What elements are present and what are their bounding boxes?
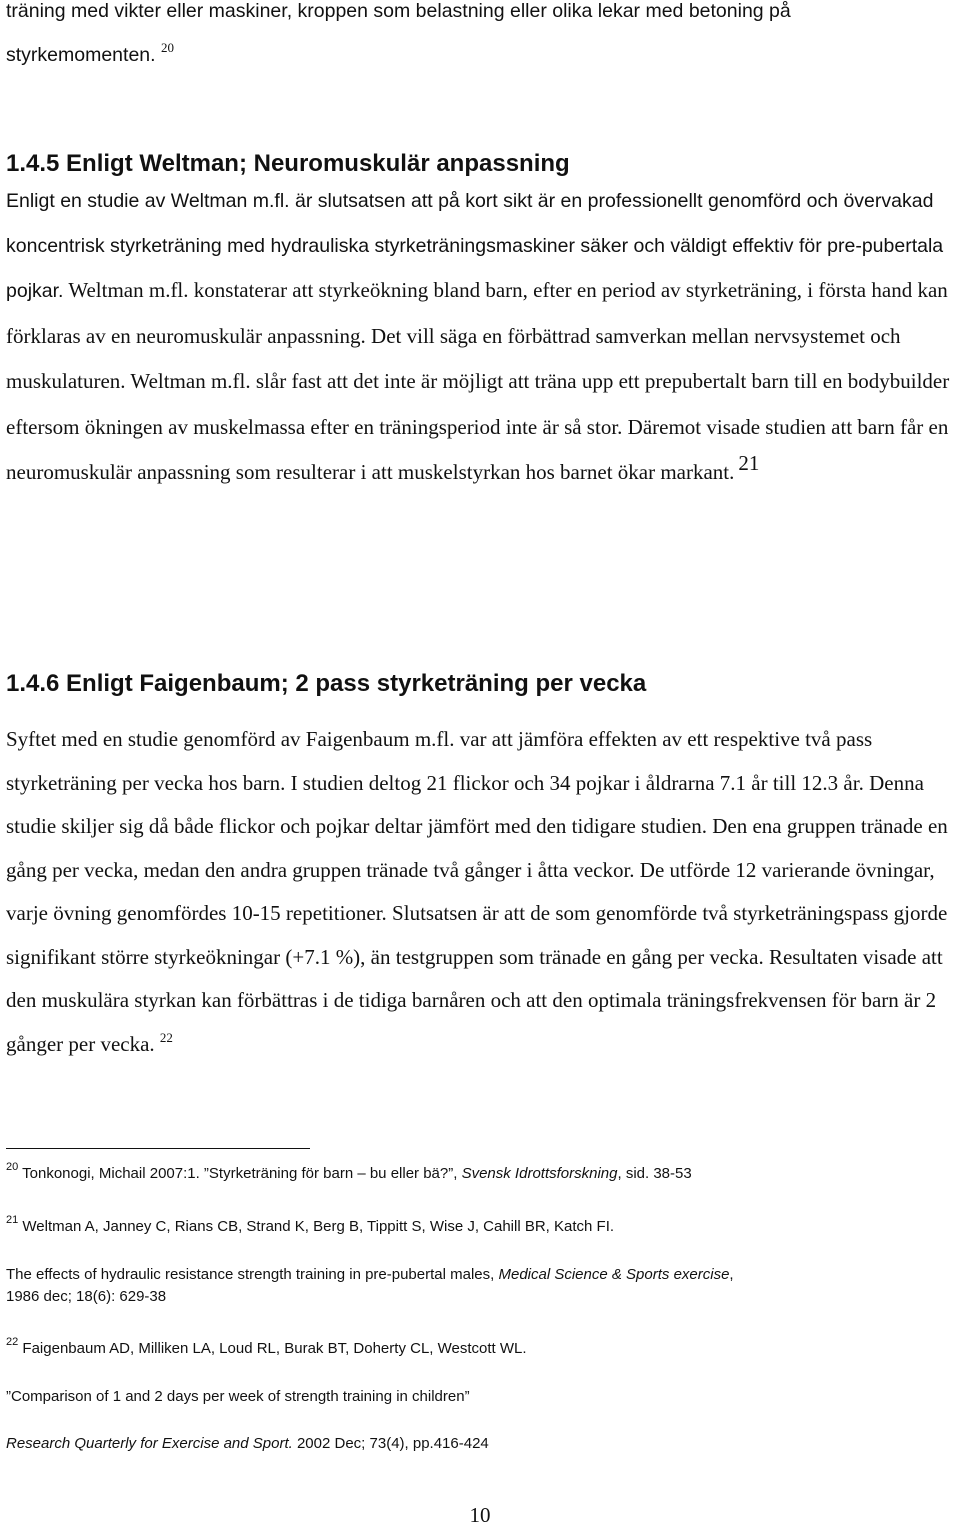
footnote-22-number: 22 xyxy=(6,1336,19,1348)
footnote-ref-22[interactable]: 22 xyxy=(159,1029,173,1045)
footnote-21 xyxy=(6,1216,950,1238)
footnote-22 xyxy=(6,1338,950,1360)
footnote-21-number: 21 xyxy=(6,1214,19,1226)
footnote-21-citation: 1986 dec; 18(6): 629-38 xyxy=(6,1288,167,1305)
intro-paragraph xyxy=(6,0,950,77)
page-number: 10 xyxy=(469,1503,491,1527)
section-1-4-6-paragraph xyxy=(6,718,950,1066)
footnote-ref-21[interactable]: 21 xyxy=(738,451,760,475)
intro-line-2: styrkemomenten. xyxy=(6,43,156,66)
footnote-20-journal: Svensk Idrottsforskning xyxy=(461,1165,618,1182)
footnote-21-title-text: The effects of hydraulic resistance strength training in pre-pubertal males, xyxy=(6,1266,499,1283)
footnote-20-text-b: , sid. 38-53 xyxy=(617,1165,692,1182)
footnote-20-number: 20 xyxy=(6,1161,19,1173)
section-1-4-5-lead: Enligt en studie av Weltman m.fl. är slutsatsen att på kort sikt är en professionellt genomförd och övervakad koncentrisk styrketräning med hydrauliska styrketräningsmaskiner säker och väldigt effektiv för pre-pubertala pojkar. xyxy=(6,190,944,302)
footnote-22-journal: Research Quarterly for Exercise and Sport. xyxy=(6,1435,293,1452)
section-1-4-5-paragraph xyxy=(6,180,950,497)
footnote-20-text-a: Tonkonogi, Michail 2007:1. ”Styrketräning för barn – bu eller bä?”, xyxy=(22,1165,462,1182)
section-heading-1-4-6: 1.4.6 Enligt Faigenbaum; 2 pass styrketräning per vecka xyxy=(6,670,647,697)
footnote-21-authors: Weltman A, Janney C, Rians CB, Strand K, Berg B, Tippitt S, Wise J, Cahill BR, Katch FI. xyxy=(22,1218,615,1235)
section-1-4-5-body: Weltman m.fl. konstaterar att styrkeökning bland barn, efter en period av styrketräning, i första hand kan förklaras av en neuromuskulär anpassning. Det vill säga en förbättrad samverkan mellan nervsystemet och muskulaturen. Weltman m.fl. slår fast att det inte är möjligt att träna upp ett prepubertalt barn till en bodybuilder eftersom ökningen av muskelmassa efter en träningsperiod inte är så stor. Däremot visade studien att barn får en neuromuskulär anpassning som resulterar i att muskelstyrkan hos barnet ökar markant. xyxy=(6,278,950,484)
footnote-21-title xyxy=(6,1264,950,1308)
footnote-divider xyxy=(6,1148,310,1149)
footnote-ref-20[interactable]: 20 xyxy=(160,39,174,55)
footnote-20 xyxy=(6,1163,950,1185)
footnote-22-title-text: ”Comparison of 1 and 2 days per week of strength training in children” xyxy=(6,1388,470,1405)
intro-line-1: träning med vikter eller maskiner, kroppen som belastning eller olika lekar med betoning på xyxy=(6,0,791,22)
footnote-21-title-punct: , xyxy=(729,1266,734,1283)
footnote-22-authors: Faigenbaum AD, Milliken LA, Loud RL, Burak BT, Doherty CL, Westcott WL. xyxy=(22,1340,527,1357)
footnote-21-journal: Medical Science & Sports exercise xyxy=(498,1266,730,1283)
footnote-22-citation: 2002 Dec; 73(4), pp.416-424 xyxy=(292,1435,489,1452)
footnote-22-source xyxy=(6,1433,950,1455)
section-heading-1-4-5: 1.4.5 Enligt Weltman; Neuromuskulär anpassning xyxy=(6,150,570,177)
footnote-22-title xyxy=(6,1386,950,1408)
section-1-4-6-body: Syftet med en studie genomförd av Faigenbaum m.fl. var att jämföra effekten av ett respektive två pass styrketräning per vecka hos barn. I studien deltog 21 flickor och 34 pojkar i åldrarna 7.1 år till 12.3 år. Denna studie skiljer sig då både flickor och pojkar deltar jämfört med den tidigare studien. Den ena gruppen tränade en gång per vecka, medan den andra gruppen tränade två gånger i åtta veckor. De utförde 12 varierande övningar, varje övning genomfördes 10-15 repetitioner. Slutsatsen är att de som genomförde två styrketräningspass gjorde signifikant större styrkeökningar (+7.1 %), än testgruppen som tränade en gång per vecka. Resultaten visade att den muskulära styrkan kan förbättras i de tidiga barnåren och att den optimala träningsfrekvensen för barn är 2 gånger per vecka. xyxy=(6,727,948,1056)
